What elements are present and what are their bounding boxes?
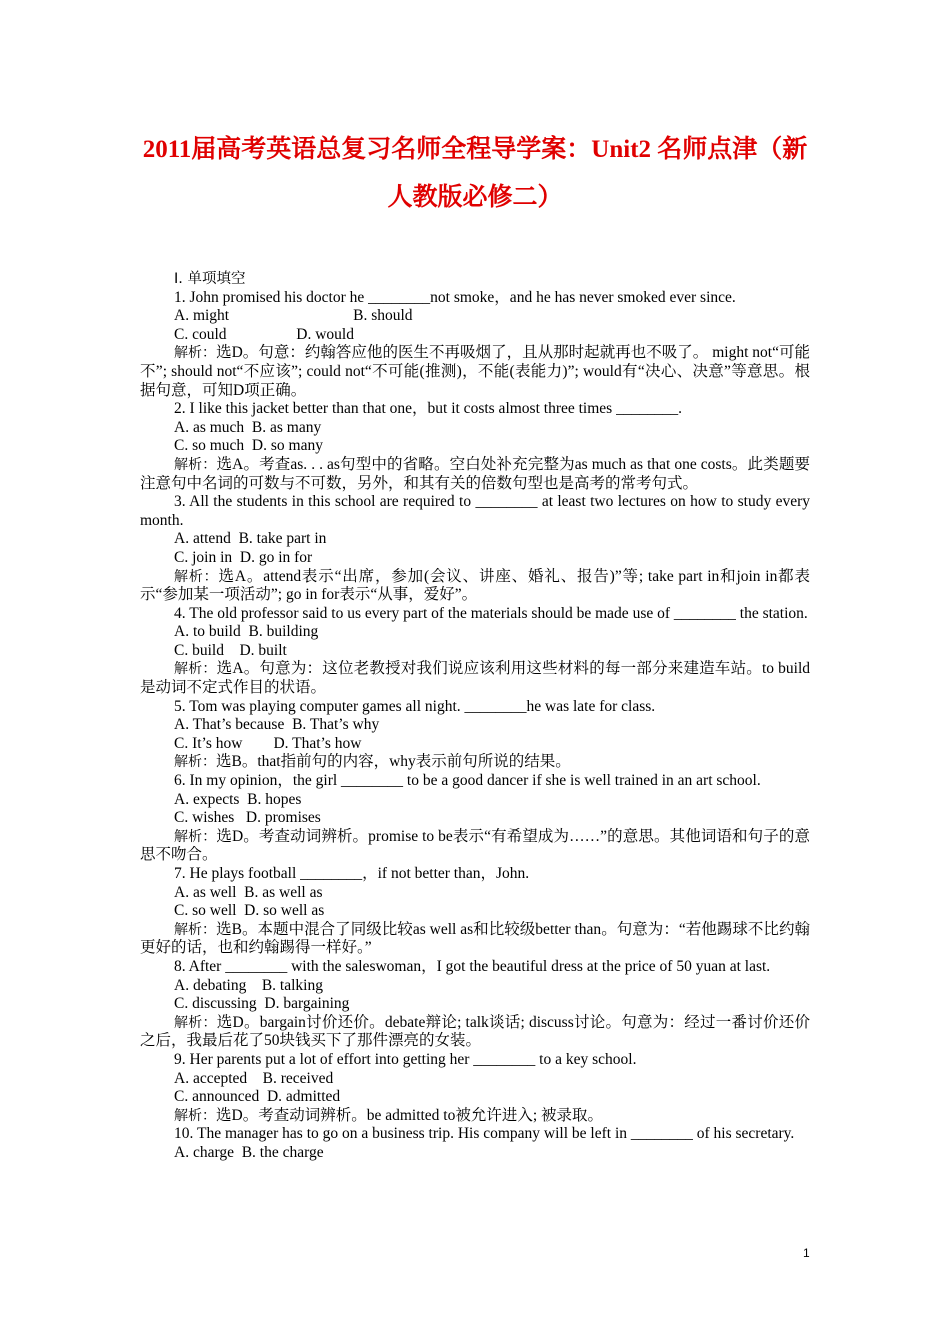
analysis-label: 解析： bbox=[174, 754, 216, 771]
question-options: A. debating B. talking bbox=[174, 976, 323, 994]
question-analysis bbox=[140, 1014, 810, 1051]
question-item bbox=[140, 698, 810, 772]
question-analysis bbox=[140, 456, 810, 493]
analysis-text: 选D。bargain讨价还价。debate辩论; talk谈话; discuss讨论。句意为：经过一番讨价还价之后，我最后花了50块钱买下了那件漂亮的女装。 bbox=[140, 1013, 811, 1050]
question-options: C. could D. would bbox=[174, 325, 354, 343]
question-stem: 7. He plays football ________，if not better than，John. bbox=[174, 865, 530, 882]
question-item bbox=[140, 772, 810, 865]
page-number: 1 bbox=[803, 1246, 810, 1260]
question-item bbox=[140, 958, 810, 1051]
analysis-label: 解析： bbox=[174, 661, 217, 678]
question-analysis bbox=[140, 344, 810, 400]
question-stem: 6. In my opinion，the girl ________ to be a good dancer if she is well trained in an art school. bbox=[174, 772, 761, 790]
question-options: C. so much D. so many bbox=[174, 437, 323, 455]
question-analysis bbox=[140, 568, 810, 605]
analysis-text: 选D。句意：约翰答应他的医生不再吸烟了，且从那时起就再也不吸了。 might not“可能不”; should not“不应该”; could not“不可能(推测)，不能(表能力)”; would有“决心、决意”等意思。根据句意，可知D项正确。 bbox=[140, 344, 810, 399]
question-item bbox=[140, 605, 810, 698]
analysis-label: 解析： bbox=[174, 1014, 217, 1031]
analysis-label: 解析： bbox=[174, 921, 217, 938]
question-options: A. accepted B. received bbox=[174, 1069, 334, 1087]
question-stem: 3. All the students in this school are required to ________ at least two lectures on how to study every month. bbox=[140, 493, 810, 529]
title-line-1: 2011届高考英语总复习名师全程导学案：Unit2 名师点津（新 bbox=[142, 136, 808, 163]
question-list bbox=[140, 289, 810, 1163]
question-analysis bbox=[140, 828, 810, 865]
question-options: C. It’s how D. That’s how bbox=[174, 734, 362, 752]
question-stem: 5. Tom was playing computer games all night. ________he was late for class. bbox=[174, 697, 656, 715]
question-stem: 2. I like this jacket better than that one，but it costs almost three times ________. bbox=[174, 400, 682, 418]
question-item bbox=[140, 493, 810, 605]
question-item bbox=[140, 289, 810, 401]
question-options: A. charge B. the charge bbox=[174, 1143, 324, 1161]
question-analysis bbox=[140, 1107, 810, 1126]
question-stem: 8. After ________ with the saleswoman，I got the beautiful dress at the price of 50 yuan at last. bbox=[174, 957, 771, 975]
question-options: A. as well B. as well as bbox=[174, 883, 323, 901]
question-options: C. announced D. admitted bbox=[174, 1088, 341, 1106]
question-item bbox=[140, 1125, 810, 1162]
question-options: C. join in D. go in for bbox=[174, 548, 313, 566]
question-stem: 9. Her parents put a lot of effort into getting her ________ to a key school. bbox=[174, 1050, 637, 1068]
section-heading: Ⅰ. 单项填空 bbox=[174, 271, 246, 287]
analysis-text: 选D。考查动词辨析。promise to be表示“有希望成为……”的意思。其他词语和句子的意思不吻合。 bbox=[140, 827, 811, 864]
analysis-label: 解析： bbox=[174, 828, 217, 845]
question-options: C. wishes D. promises bbox=[174, 809, 321, 827]
question-analysis bbox=[140, 921, 810, 958]
question-stem: 1. John promised his doctor he ________not smoke，and he has never smoked ever since. bbox=[174, 288, 736, 306]
question-item bbox=[140, 400, 810, 493]
question-options: C. discussing D. bargaining bbox=[174, 995, 350, 1013]
question-options: A. That’s because B. That’s why bbox=[174, 716, 380, 734]
question-analysis bbox=[140, 660, 810, 697]
document-body bbox=[140, 270, 810, 1163]
question-stem: 10. The manager has to go on a business trip. His company will be left in ________ of his secretary. bbox=[174, 1125, 795, 1143]
question-analysis bbox=[140, 753, 810, 772]
analysis-text: 选D。考查动词辨析。be admitted to被允许进入; 被录取。 bbox=[216, 1106, 604, 1124]
title-line-2: 人教版必修二） bbox=[387, 184, 563, 211]
question-options: A. attend B. take part in bbox=[174, 530, 327, 548]
question-options: C. build D. built bbox=[174, 641, 287, 659]
question-item bbox=[140, 1051, 810, 1125]
question-stem: 4. The old professor said to us every part of the materials should be made use of ________ the station. bbox=[174, 604, 808, 622]
analysis-label: 解析： bbox=[174, 1107, 216, 1124]
question-options: A. might B. should bbox=[174, 307, 413, 325]
question-options: A. to build B. building bbox=[174, 623, 319, 641]
analysis-text: 选A。attend表示“出席，参加(会议、讲座、婚礼、报告)”等; take part in和join in都表示“参加某一项活动”; go in for表示“从事，爱好”。 bbox=[140, 567, 810, 604]
analysis-text: 选A。句意为：这位老教授对我们说应该利用这些材料的每一部分来建造车站。to build是动词不定式作目的状语。 bbox=[140, 660, 810, 697]
analysis-text: 选B。that指前句的内容，why表示前句所说的结果。 bbox=[216, 753, 571, 771]
document-title bbox=[120, 126, 830, 222]
analysis-label: 解析： bbox=[174, 345, 217, 362]
analysis-text: 选A。考查as. . . as句型中的省略。空白处补充完整为as much as that one costs。此类题要注意句中名词的可数与不可数，另外，和其有关的倍数句型也是高考的常考句式。 bbox=[140, 455, 811, 492]
question-options: C. so well D. so well as bbox=[174, 902, 325, 920]
analysis-label: 解析： bbox=[174, 568, 219, 585]
analysis-text: 选B。本题中混合了同级比较as well as和比较级better than。句意为：“若他踢球不比约翰更好的话，也和约翰踢得一样好。” bbox=[140, 920, 810, 957]
question-item bbox=[140, 865, 810, 958]
question-options: A. expects B. hopes bbox=[174, 790, 302, 808]
analysis-label: 解析： bbox=[174, 456, 217, 473]
question-options: A. as much B. as many bbox=[174, 418, 322, 436]
